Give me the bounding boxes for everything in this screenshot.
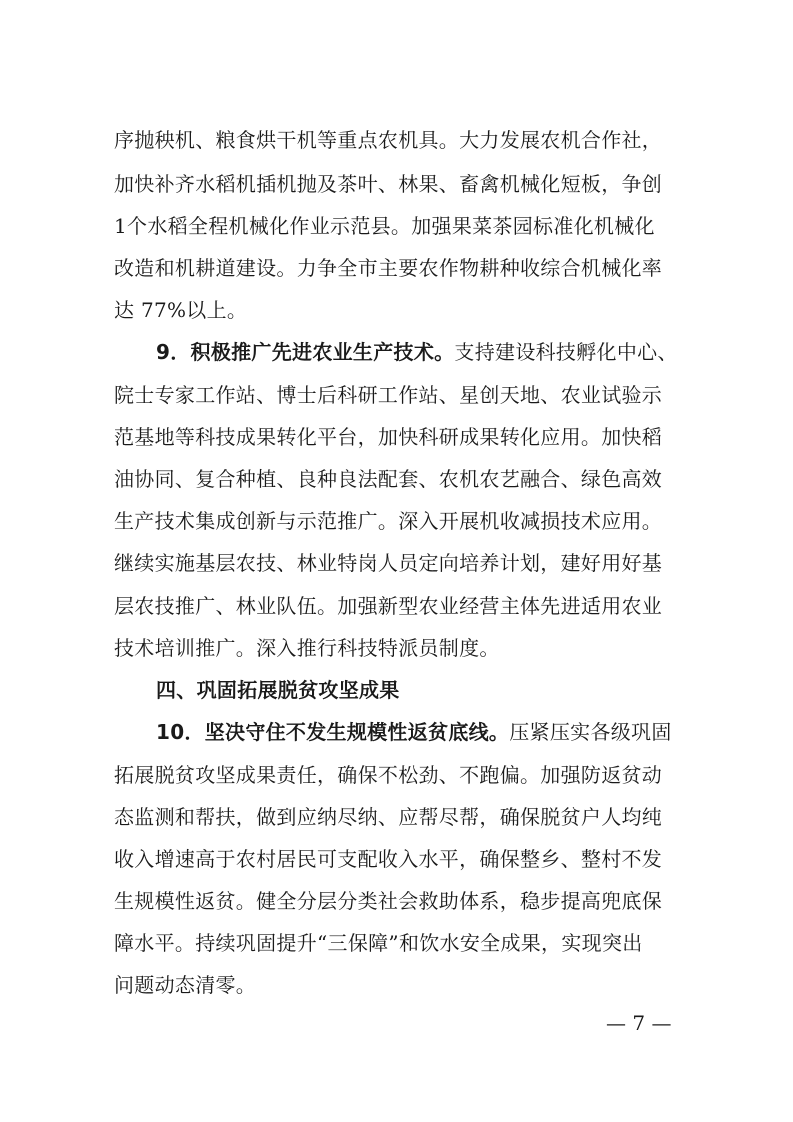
paragraph-line: 1个水稻全程机械化作业示范县。加强果菜茶园标准化机械化 [114, 214, 655, 238]
paragraph-line: 技术培训推广。深入推行科技特派员制度。 [114, 636, 500, 660]
paragraph-line: 院士专家工作站、博士后科研工作站、星创天地、农业试验示 [114, 383, 663, 407]
paragraph-line: 序抛秧机、粮食烘干机等重点农机具。大力发展农机合作社， [114, 128, 663, 152]
page-number: — 7 — [606, 1011, 672, 1035]
paragraph-line: 层农技推广、林业队伍。加强新型农业经营主体先进适用农业 [114, 594, 663, 618]
paragraph-lead: 10．坚决守住不发生规模性返贫底线。 [156, 720, 510, 744]
paragraph-first-line [156, 338, 689, 366]
paragraph-line: 达 77%以上。 [114, 298, 248, 322]
paragraph-line: 生产技术集成创新与示范推广。深入开展机收减损技术应用。 [114, 509, 663, 533]
paragraph-text: 支持建设科技孵化中心、 [454, 340, 678, 364]
paragraph-line: 范基地等科技成果转化平台，加快科研成果转化应用。加快稻 [114, 425, 663, 449]
paragraph-line: 改造和机耕道建设。力争全市主要农作物耕种收综合机械化率 [114, 256, 663, 280]
paragraph-line: 加快补齐水稻机插机抛及茶叶、林果、畜禽机械化短板，争创 [114, 172, 663, 196]
paragraph-line: 障水平。持续巩固提升“三保障”和饮水安全成果，实现突出 [114, 931, 643, 955]
paragraph-line: 收入增速高于农村居民可支配收入水平，确保整乡、整村不发 [114, 847, 663, 871]
paragraph-line: 油协同、复合种植、良种良法配套、农机农艺融合、绿色高效 [114, 467, 663, 491]
paragraph-line: 态监测和帮扶，做到应纳尽纳、应帮尽帮，确保脱贫户人均纯 [114, 805, 663, 829]
paragraph-line: 继续实施基层农技、林业特岗人员定向培养计划，建好用好基 [114, 551, 663, 575]
paragraph-text: 压紧压实各级巩固 [509, 720, 672, 744]
paragraph-line: 生规模性返贫。健全分层分类社会救助体系，稳步提高兜底保 [114, 889, 663, 913]
paragraph-line: 问题动态清零。 [114, 973, 257, 997]
paragraph-line: 拓展脱贫攻坚成果责任，确保不松劲、不跑偏。加强防返贫动 [114, 763, 663, 787]
paragraph-lead: 9．积极推广先进农业生产技术。 [156, 340, 455, 364]
paragraph-first-line [156, 718, 689, 746]
section-heading: 四、巩固拓展脱贫攻坚成果 [156, 678, 400, 702]
